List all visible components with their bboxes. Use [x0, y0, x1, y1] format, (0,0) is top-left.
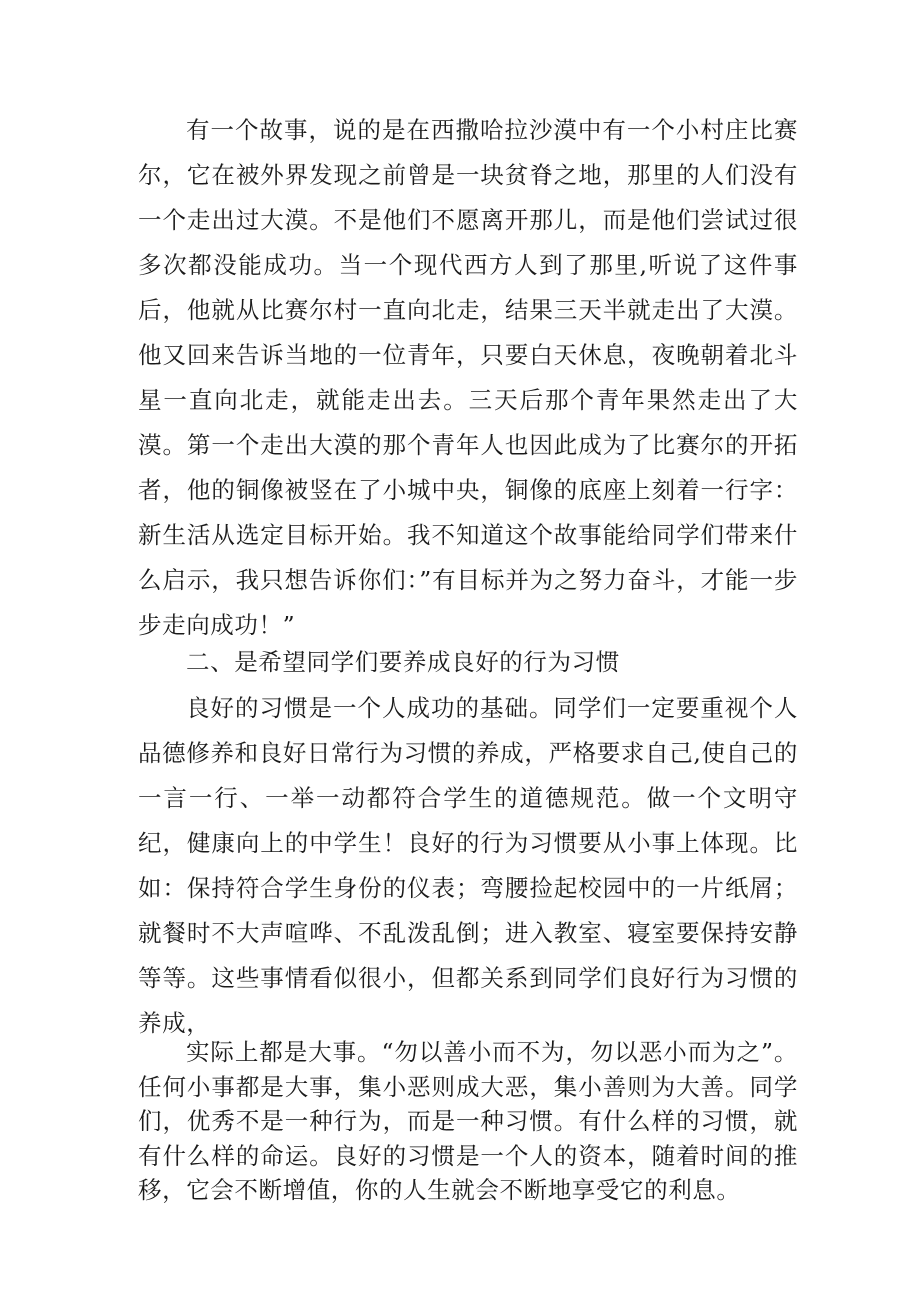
paragraph-habits: 良好的习惯是一个人成功的基础。同学们一定要重视个人品德修养和良好日常行为习惯的养成，严格要求自己,使自己的一言一行、一举一动都符合学生的道德规范。做一个文明守纪，健康向上的中学生！良好的行为习惯要从小事上体现。比如：保持符合学生身份的仪表；弯腰捡起校园中的一片纸屑；就餐时不大声喧哗、不乱泼乱倒；进入教室、寝室要保持安静等等。这些事情看似很小，但都关系到同学们良好行为习惯的养成， — [138, 694, 798, 1037]
section-heading-habits: 二、是希望同学们要养成良好的行为习惯 — [186, 648, 620, 676]
paragraph-story: 有一个故事，说的是在西撒哈拉沙漠中有一个小村庄比赛尔，它在被外界发现之前曾是一块贫脊之地，那里的人们没有一个走出过大漠。不是他们不愿离开那儿，而是他们尝试过很多次都没能成功。当一个现代西方人到了那里,听说了这件事后，他就从比赛尔村一直向北走，结果三天半就走出了大漠。他又回来告诉当地的一位青年，只要白天休息，夜晚朝着北斗星一直向北走，就能走出去。三天后那个青年果然走出了大漠。第一个走出大漠的那个青年人也因此成为了比赛尔的开拓者，他的铜像被竖在了小城中央，铜像的底座上刻着一行字：新生活从选定目标开始。我不知道这个故事能给同学们带来什么启示，我只想告诉你们：”有目标并为之努力奋斗，才能一步步走向成功！” — [138, 116, 798, 639]
paragraph-small-things: 实际上都是大事。“勿以善小而不为，勿以恶小而为之”。任何小事都是大事，集小恶则成大恶，集小善则为大善。同学们，优秀不是一种行为，而是一种习惯。有什么样的习惯，就有什么样的命运。良好的习惯是一个人的资本，随着时间的推移，它会不断增值，你的人生就会不断地享受它的利息。 — [138, 1038, 798, 1204]
